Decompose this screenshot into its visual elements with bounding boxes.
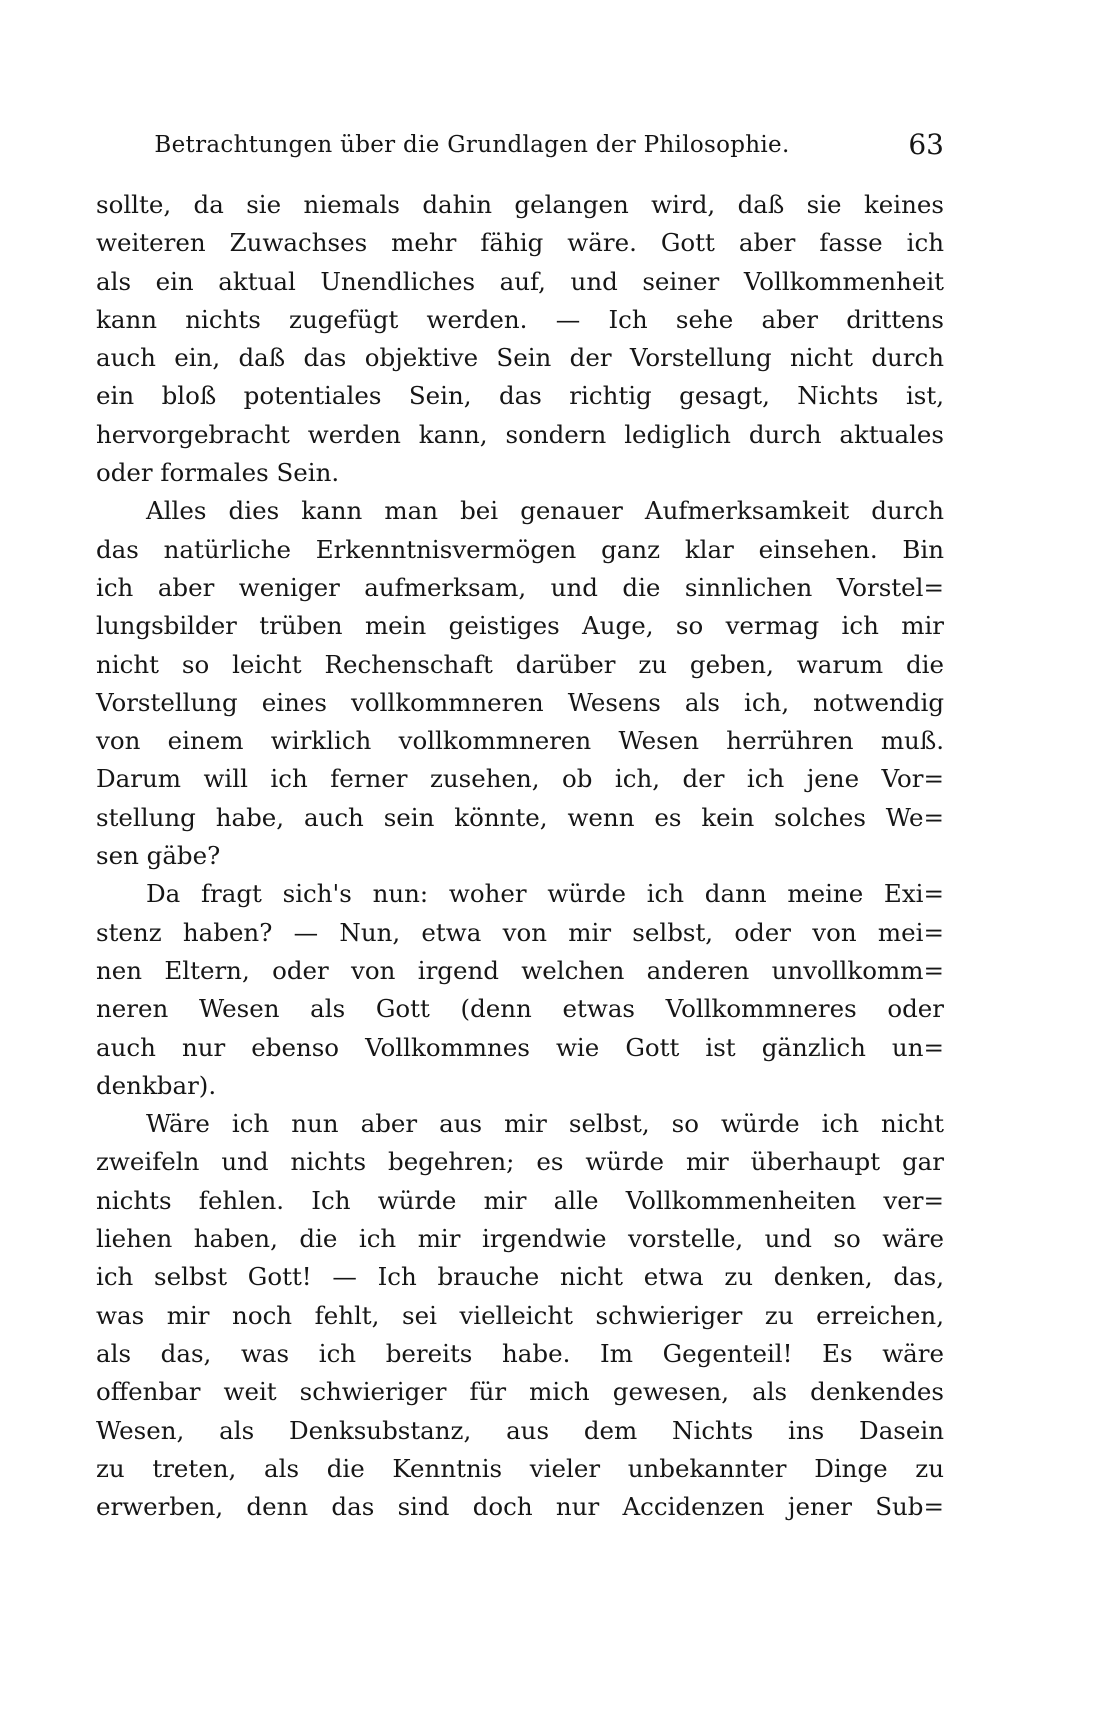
- text-line: sen gäbe?: [96, 841, 221, 871]
- text-line: von einem wirklich vollkommneren Wesen herrühren muß.: [96, 726, 944, 756]
- text-line: was mir noch fehlt, sei vielleicht schwieriger zu erreichen,: [96, 1300, 944, 1330]
- body-text: [96, 186, 944, 1526]
- text-line: Darum will ich ferner zusehen, ob ich, der ich jene Vor=: [96, 764, 944, 794]
- text-line: kann nichts zugefügt werden. — Ich sehe aber drittens: [96, 304, 944, 334]
- text-line: zu treten, als die Kenntnis vieler unbekannter Dinge zu: [96, 1453, 944, 1483]
- text-line: nen Eltern, oder von irgend welchen anderen unvollkomm=: [96, 955, 944, 985]
- paragraph-start-line: Alles dies kann man bei genauer Aufmerksamkeit durch: [146, 496, 944, 526]
- text-line: lungsbilder trüben mein geistiges Auge, so vermag ich mir: [96, 611, 944, 641]
- text-line: Vorstellung eines vollkommneren Wesens als ich, notwendig: [96, 687, 944, 717]
- text-line: auch nur ebenso Vollkommnes wie Gott ist gänzlich un=: [96, 1032, 944, 1062]
- text-line: oder formales Sein.: [96, 458, 340, 488]
- paragraph-start-line: Wäre ich nun aber aus mir selbst, so würde ich nicht: [146, 1109, 944, 1139]
- text-line: denkbar).: [96, 1070, 217, 1100]
- text-line: offenbar weit schwieriger für mich gewesen, als denkendes: [96, 1377, 944, 1407]
- text-line: als das, was ich bereits habe. Im Gegenteil! Es wäre: [96, 1338, 944, 1368]
- text-line: zweifeln und nichts begehren; es würde mir überhaupt gar: [96, 1147, 944, 1177]
- text-line: stenz haben? — Nun, etwa von mir selbst, oder von mei=: [96, 917, 944, 947]
- running-title: Betrachtungen über die Grundlagen der Philosophie.: [154, 132, 790, 158]
- paragraph-start-line: Da fragt sich's nun: woher würde ich dann meine Exi=: [146, 879, 944, 909]
- text-line: sollte, da sie niemals dahin gelangen wird, daß sie keines: [96, 190, 944, 219]
- text-line: das natürliche Erkenntnisvermögen ganz klar einsehen. Bin: [96, 534, 944, 564]
- text-line: als ein aktual Unendliches auf, und seiner Vollkommenheit: [96, 266, 944, 296]
- text-line: Wesen, als Denksubstanz, aus dem Nichts ins Dasein: [96, 1415, 944, 1445]
- text-line: neren Wesen als Gott (denn etwas Vollkommneres oder: [96, 994, 944, 1024]
- text-line: nicht so leicht Rechenschaft darüber zu geben, warum die: [96, 649, 944, 679]
- text-line: ein bloß potentiales Sein, das richtig gesagt, Nichts ist,: [96, 381, 944, 411]
- text-line: hervorgebracht werden kann, sondern lediglich durch aktuales: [96, 419, 944, 449]
- text-line: stellung habe, auch sein könnte, wenn es kein solches We=: [96, 802, 944, 832]
- text-line: ich aber weniger aufmerksam, und die sinnlichen Vorstel=: [96, 572, 944, 602]
- text-line: ich selbst Gott! — Ich brauche nicht etwa zu denken, das,: [96, 1262, 944, 1292]
- text-line: nichts fehlen. Ich würde mir alle Vollkommenheiten ver=: [96, 1185, 944, 1215]
- text-line: liehen haben, die ich mir irgendwie vorstelle, und so wäre: [96, 1224, 944, 1254]
- text-line: erwerben, denn das sind doch nur Accidenzen jener Sub=: [96, 1492, 944, 1522]
- running-header: [92, 128, 944, 168]
- page-number: 63: [908, 128, 944, 161]
- text-line: auch ein, daß das objektive Sein der Vorstellung nicht durch: [96, 343, 944, 373]
- text-line: weiteren Zuwachses mehr fähig wäre. Gott aber fasse ich: [96, 228, 944, 258]
